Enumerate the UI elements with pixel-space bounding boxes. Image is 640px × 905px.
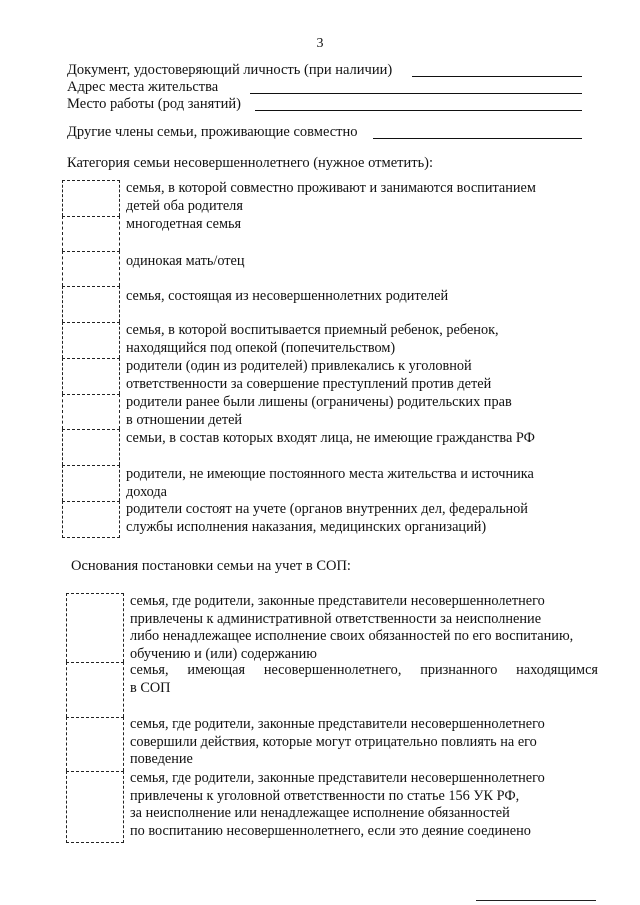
category-item-9: родители, не имеющие постоянного места жительства и источника дохода <box>126 466 534 500</box>
grounds-item-1: семья, где родители, законные представители несовершеннолетнего привлечены к административной ответственности за неисполнение либо ненадлежащее исполнение своих обязанностей по его воспитанию, обучению и (или) содержанию <box>130 593 574 662</box>
grounds-item-3: семья, где родители, законные представители несовершеннолетнего совершили действия, которые могут отрицательно повлиять на его поведение <box>130 716 545 768</box>
field-label-id-document: Документ, удостоверяющий личность (при наличии) <box>67 62 393 78</box>
category-checkbox-7[interactable] <box>62 394 120 429</box>
category-checkbox-6[interactable] <box>62 358 120 394</box>
grounds-checkbox-4[interactable] <box>66 771 124 843</box>
category-checkbox-3[interactable] <box>62 251 120 286</box>
category-item-1: семья, в которой совместно проживают и занимаются воспитанием детей оба родителя <box>126 180 536 214</box>
field-line-id-document[interactable] <box>412 76 582 77</box>
field-line-workplace[interactable] <box>255 110 582 111</box>
field-line-address[interactable] <box>250 93 582 94</box>
category-item-4: семья, состоящая из несовершеннолетних родителей <box>126 288 449 304</box>
field-label-family-members: Другие члены семьи, проживающие совместно <box>67 124 358 140</box>
grounds-heading: Основания постановки семьи на учет в СОП: <box>71 558 351 574</box>
category-item-3: одинокая мать/отец <box>126 253 245 269</box>
grounds-checkbox-1[interactable] <box>66 593 124 662</box>
grounds-item-4: семья, где родители, законные представители несовершеннолетнего привлечены к уголовной ответственности по статье 156 УК РФ, за неисполнение или ненадлежащее исполнение обязанностей по воспитанию несовершеннолетнего, если это деяние соединено <box>130 770 545 839</box>
page-number: 3 <box>316 36 324 51</box>
category-item-6: родители (один из родителей) привлекались к уголовной ответственности за совершение преступлений против детей <box>126 358 492 392</box>
field-label-workplace: Место работы (род занятий) <box>67 96 241 112</box>
field-line-family-members[interactable] <box>373 138 582 139</box>
grounds-checkbox-3[interactable] <box>66 717 124 771</box>
category-checkbox-8[interactable] <box>62 429 120 465</box>
category-checkbox-1[interactable] <box>62 180 120 216</box>
category-item-10: родители состоят на учете (органов внутренних дел, федеральной службы исполнения наказания, медицинских организаций) <box>126 501 528 535</box>
category-checkbox-10[interactable] <box>62 501 120 538</box>
grounds-item-2: семья, имеющая несовершеннолетнего, признанного находящимся в СОП <box>130 662 598 696</box>
category-checkbox-9[interactable] <box>62 465 120 501</box>
category-item-2: многодетная семья <box>126 216 242 232</box>
category-item-8: семьи, в состав которых входят лица, не имеющие гражданства РФ <box>126 430 535 446</box>
category-checkbox-4[interactable] <box>62 286 120 322</box>
category-checkbox-2[interactable] <box>62 216 120 251</box>
field-label-address: Адрес места жительства <box>67 79 219 95</box>
footer-rule <box>476 900 596 901</box>
category-item-7: родители ранее были лишены (ограничены) родительских прав в отношении детей <box>126 394 512 428</box>
grounds-item-2-line-1: семья, имеющая несовершеннолетнего, признанного находящимся <box>130 662 598 678</box>
category-checkbox-5[interactable] <box>62 322 120 358</box>
grounds-checkbox-2[interactable] <box>66 662 124 717</box>
category-heading: Категория семьи несовершеннолетнего (нужное отметить): <box>67 155 434 171</box>
category-item-5: семья, в которой воспитывается приемный ребенок, ребенок, находящийся под опекой (попечительством) <box>126 322 499 356</box>
